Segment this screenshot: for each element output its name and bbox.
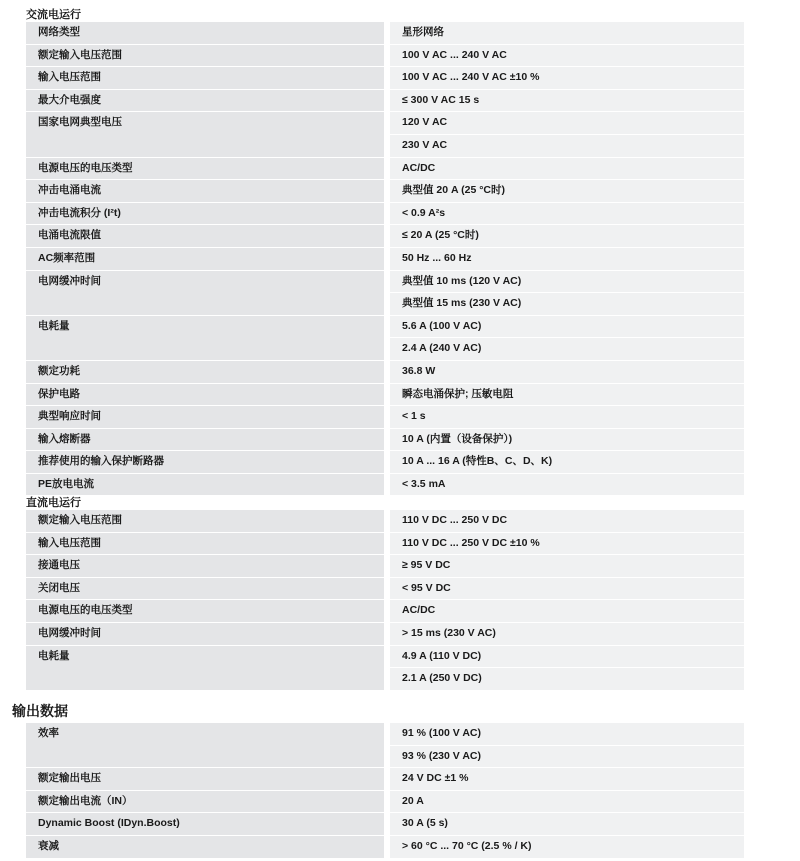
spec-value: 星形网络 xyxy=(390,22,744,44)
dc-spec-table xyxy=(26,510,744,690)
spec-value: 100 V AC ... 240 V AC xyxy=(390,44,744,67)
spec-label: 衰减 xyxy=(26,835,384,857)
spec-label: 电源电压的电压类型 xyxy=(26,157,384,180)
spec-value: 24 V DC ±1 % xyxy=(390,768,744,791)
spec-value: 36.8 W xyxy=(390,360,744,383)
spec-label: 额定功耗 xyxy=(26,360,384,383)
spec-value: > 60 °C ... 70 °C (2.5 % / K) xyxy=(390,835,744,857)
table-row xyxy=(26,315,744,338)
spec-label: 保护电路 xyxy=(26,383,384,406)
spec-label: 接通电压 xyxy=(26,555,384,578)
dc-section-title: 直流电运行 xyxy=(26,497,81,509)
table-row xyxy=(26,451,744,474)
spec-value: 10 A ... 16 A (特性B、C、D、K) xyxy=(390,451,744,474)
table-row xyxy=(26,790,744,813)
spec-value: 2.4 A (240 V AC) xyxy=(390,338,744,361)
table-row xyxy=(26,44,744,67)
spec-label: 效率 xyxy=(26,723,384,768)
spec-value: 瞬态电涌保护; 压敏电阻 xyxy=(390,383,744,406)
spec-value: ≤ 300 V AC 15 s xyxy=(390,89,744,112)
table-row xyxy=(26,67,744,90)
table-row xyxy=(26,112,744,135)
output-spec-table xyxy=(26,723,744,858)
spec-label: 电耗量 xyxy=(26,645,384,690)
spec-value: 典型值 10 ms (120 V AC) xyxy=(390,270,744,293)
table-row xyxy=(26,428,744,451)
spec-label: 额定输出电流（IN） xyxy=(26,790,384,813)
spec-value: 110 V DC ... 250 V DC xyxy=(390,510,744,532)
table-row xyxy=(26,813,744,836)
spec-label: 电源电压的电压类型 xyxy=(26,600,384,623)
output-section-title: 输出数据 xyxy=(12,703,68,719)
table-row xyxy=(26,22,744,44)
spec-label: 国家电网典型电压 xyxy=(26,112,384,157)
spec-value: AC/DC xyxy=(390,600,744,623)
table-row xyxy=(26,510,744,532)
spec-value: 20 A xyxy=(390,790,744,813)
ac-section-title: 交流电运行 xyxy=(26,9,81,21)
table-row xyxy=(26,835,744,857)
spec-value: 典型值 15 ms (230 V AC) xyxy=(390,293,744,316)
spec-value: 100 V AC ... 240 V AC ±10 % xyxy=(390,67,744,90)
table-row xyxy=(26,768,744,791)
spec-label: 冲击电涌电流 xyxy=(26,180,384,203)
spec-value: 10 A (内置（设备保护）) xyxy=(390,428,744,451)
spec-value: ≥ 95 V DC xyxy=(390,555,744,578)
spec-value: AC/DC xyxy=(390,157,744,180)
spec-value: ≤ 20 A (25 °C时) xyxy=(390,225,744,248)
spec-label: PE放电电流 xyxy=(26,473,384,495)
spec-label: 关闭电压 xyxy=(26,577,384,600)
spec-label: 额定输入电压范围 xyxy=(26,44,384,67)
spec-value: 典型值 20 A (25 °C时) xyxy=(390,180,744,203)
table-row xyxy=(26,622,744,645)
spec-label: 电网缓冲时间 xyxy=(26,270,384,315)
table-row xyxy=(26,555,744,578)
spec-label: 输入电压范围 xyxy=(26,532,384,555)
spec-value: 2.1 A (250 V DC) xyxy=(390,668,744,690)
spec-label: 典型响应时间 xyxy=(26,406,384,429)
table-row xyxy=(26,577,744,600)
spec-value: 91 % (100 V AC) xyxy=(390,723,744,745)
spec-value: 110 V DC ... 250 V DC ±10 % xyxy=(390,532,744,555)
spec-value: 4.9 A (110 V DC) xyxy=(390,645,744,668)
spec-value: < 95 V DC xyxy=(390,577,744,600)
spec-label: 电耗量 xyxy=(26,315,384,360)
table-row xyxy=(26,406,744,429)
table-row xyxy=(26,473,744,495)
table-row xyxy=(26,225,744,248)
spec-label: 输入电压范围 xyxy=(26,67,384,90)
spec-label: 额定输入电压范围 xyxy=(26,510,384,532)
table-row xyxy=(26,645,744,668)
spec-label: 额定输出电压 xyxy=(26,768,384,791)
table-row xyxy=(26,157,744,180)
spec-label: 冲击电流积分 (I²t) xyxy=(26,202,384,225)
table-row xyxy=(26,270,744,293)
spec-label: Dynamic Boost (IDyn.Boost) xyxy=(26,813,384,836)
spec-value: 120 V AC xyxy=(390,112,744,135)
spec-value: < 1 s xyxy=(390,406,744,429)
table-row xyxy=(26,383,744,406)
table-row xyxy=(26,180,744,203)
spec-label: 输入熔断器 xyxy=(26,428,384,451)
spec-value: 30 A (5 s) xyxy=(390,813,744,836)
spec-value: 230 V AC xyxy=(390,134,744,157)
spec-label: 推荐使用的输入保护断路器 xyxy=(26,451,384,474)
ac-spec-table xyxy=(26,22,744,495)
table-row xyxy=(26,89,744,112)
spec-value: > 15 ms (230 V AC) xyxy=(390,622,744,645)
spec-value: 5.6 A (100 V AC) xyxy=(390,315,744,338)
table-row xyxy=(26,600,744,623)
table-row xyxy=(26,202,744,225)
table-row xyxy=(26,360,744,383)
spec-value: 93 % (230 V AC) xyxy=(390,745,744,768)
spec-label: 网络类型 xyxy=(26,22,384,44)
spec-label: 电涌电流限值 xyxy=(26,225,384,248)
spec-label: 最大介电强度 xyxy=(26,89,384,112)
table-row xyxy=(26,532,744,555)
spec-value: 50 Hz ... 60 Hz xyxy=(390,247,744,270)
spec-value: < 3.5 mA xyxy=(390,473,744,495)
table-row xyxy=(26,723,744,745)
spec-label: 电网缓冲时间 xyxy=(26,622,384,645)
spec-label: AC频率范围 xyxy=(26,247,384,270)
spec-value: < 0.9 A²s xyxy=(390,202,744,225)
table-row xyxy=(26,247,744,270)
